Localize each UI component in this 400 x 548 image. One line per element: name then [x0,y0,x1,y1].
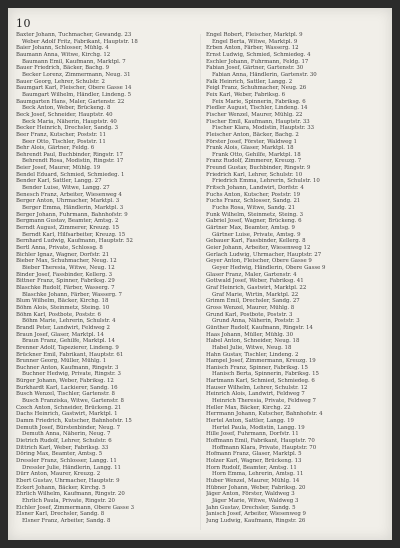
directory-entry: Jahn Gustav, Drechsler, Sandg. 5 [206,504,296,511]
directory-entry: Gärtner Max, Beamter, Amtsg. 9 [206,225,295,232]
directory-entry: Fischer Klara, Modistin, Hauptstr. 33 [212,125,315,132]
directory-entry: Bertl Anna, Private, Schlossg. 8 [16,245,103,251]
directory-entry: Beck Maria, Näherin, Hauptstr. 40 [22,118,117,125]
directory-entry: Hartmann Karl, Schmied, Schmiedeg. 6 [206,378,315,385]
directory-entry: Horn Emma, Lehrerin, Amtsg. 11 [212,471,304,478]
directory-entry: Horn Rudolf, Beamter, Amtsg. 11 [206,464,297,471]
directory-entry: Günther Rudolf, Kaufmann, Ringstr. 14 [206,324,313,331]
directory-entry: Behr Alois, Gärtner, Feldg. 6 [16,145,95,152]
directory-entry: Buchner Anton, Kaufmann, Ringstr. 3 [16,364,119,371]
directory-entry: Eichler Josef, Zimmermann, Obere Gasse 3 [16,504,135,511]
directory-entry: Gärtner Luise, Private, Amtsg. 9 [212,231,301,238]
directory-entry: Behrendt Rosa, Modistin, Ringstr. 17 [22,158,124,165]
directory-entry: Ehrlich Wilhelm, Kaufmann, Ringstr. 20 [16,491,125,498]
directory-entry: Bauer Georg, Lehrer, Schulstr. 2 [16,78,105,85]
directory-entry: Gottwald Josef, Weber, Fabriksg. 41 [206,278,304,285]
directory-entry: Hertel Paula, Modistin, Langg. 19 [212,424,305,431]
directory-entry: Busch Franziska, Witwe, Gartenstr. 8 [22,398,124,405]
directory-entry: Herrmann Johann, Kutscher, Bahnhofstr. 4 [206,411,323,418]
directory-entry: Ernst Ludwig, Schmied, Schmiedeg. 4 [206,51,311,58]
directory-entry: Graf Heinrich, Gastwirt, Marktpl. 22 [206,284,307,291]
directory-entry: Dachs Heinrich, Gastwirt, Marktpl. 1 [16,411,118,418]
directory-entry: Bendel Eduard, Schmied, Schmiedeg. 1 [16,171,125,178]
directory-entry: Gebauer Karl, Fassbinder, Kellerg. 8 [206,238,306,245]
directory-entry: Baumgart Wilhelm, Händler, Lindeng. 5 [22,91,132,98]
directory-entry: Buchner Hedwig, Private, Ringstr. 3 [22,371,121,378]
directory-entry: Engel Robert, Fleischer, Marktpl. 9 [206,32,303,38]
directory-entry: Heller Max, Bäcker, Kirchg. 22 [206,404,291,411]
directory-entry: Friedrich Emma, Lehrerin, Schulstr. 10 [212,178,320,185]
directory-entry: Bichler Ignaz, Wagner, Dorfstr. 21 [16,251,110,258]
directory-entry: Geier Johann, Arbeiter, Wiesenweg 12 [206,245,311,251]
directory-entry: Baumgarten Hans, Maler, Gartenstr. 22 [16,98,125,105]
directory-entry: Fuchs Franz, Schlosser, Sandg. 21 [206,198,301,205]
directory-entry: Bittner Franz, Spinner, Fabriksg. 29 [16,278,115,285]
directory-entry: Benesch Franz, Arbeiter, Wiesenweg 4 [16,191,122,198]
directory-entry: Berndt Karl, Hilfsarbeiter, Kreuzg. 15 [22,231,126,238]
directory-entry: Friedrich Karl, Lehrer, Schulstr. 10 [206,171,303,178]
directory-entry: Böhm Alois, Steinmetz, Steing. 10 [16,304,110,311]
directory-entry: Berger Johann, Fuhrmann, Bahnhofstr. 9 [16,211,128,218]
directory-entry: Beck Anton, Weber, Brückeng. 8 [22,105,111,112]
directory-entry: Berndt August, Zimmerer, Kreuzg. 15 [16,225,120,232]
directory-entry: Berger Anton, Uhrmacher, Marktpl. 3 [16,198,120,205]
directory-entry: Brenner Adolf, Tapezierer, Lindeng. 9 [16,344,119,351]
directory-entry: Bender Karl, Sattler, Langg. 27 [16,178,102,185]
directory-entry: Heinrich Alois, Landwirt, Feldweg 7 [206,391,305,398]
directory-entry: Braun Josef, Glaser, Marktpl. 14 [16,331,104,338]
directory-entry: Demuth Anna, Näherin, Neug. 7 [22,431,111,438]
directory-entry: Franz Rudolf, Zimmerer, Kreuzg. 7 [206,158,302,165]
directory-entry: Blum Wilhelm, Bäcker, Kirchg. 18 [16,298,109,305]
directory-entry: Baumann Emil, Kaufmann, Marktpl. 7 [22,58,126,65]
directory-entry: Baumgart Karl, Fleischer, Obere Gasse 14 [16,85,132,92]
directory-entry: Jäger Marie, Witwe, Waldweg 3 [212,497,299,504]
directory-entry: Eschler Johann, Fuhrmann, Feldg. 17 [206,58,309,65]
directory-entry: Baxter Johann, Tuchmacher, Gewandg. 23 [16,32,132,38]
directory-page [8,8,392,540]
directory-entry: Frank Alois, Glaser, Marktpl. 18 [206,145,294,152]
directory-entry: Engel Berta, Witwe, Marktpl. 9 [212,38,298,45]
directory-entry: Ebert Gustav, Uhrmacher, Hauptstr. 9 [16,477,120,484]
directory-entry: Haas Johann, Müller, Mühlg. 30 [206,331,294,338]
directory-entry: Hauser Wilhelm, Lehrer, Schulstr. 12 [206,384,308,391]
directory-entry: Blaschke Johann, Färber, Wasserg. 7 [22,291,122,298]
directory-entry: Glaser Franz, Maler, Gartenstr. 4 [206,271,297,278]
directory-entry: Dressler Franz, Schlosser, Langg. 11 [16,458,117,464]
directory-entry: Graf Marie, Wirtin, Marktpl. 22 [212,291,299,298]
directory-entry: Bergmann Gustav, Beamter, Amtsg. 2 [16,218,119,225]
directory-entry: Weber Adolf Fritz, Fabrikant, Hauptstr. 18 [22,38,138,45]
directory-entry: Elsner Karl, Drechsler, Sandg. 8 [16,511,105,518]
directory-entry: Grund Anna, Näherin, Poststr. 3 [212,318,300,325]
directory-entry: Erben Anton, Färber, Wasserg. 12 [206,45,299,52]
directory-entry: Dietrich Rudolf, Lehrer, Schulstr. 6 [16,438,112,445]
directory-entry: Hanisch Franz, Spinner, Fabriksg. 15 [206,364,308,371]
directory-entry: Förster Josef, Förster, Waldweg 1 [206,138,297,145]
directory-entry: Döring Max, Beamter, Amtsg. 5 [16,451,103,458]
directory-entry: Hahn Gustav, Tischler, Lindeng. 2 [206,351,299,358]
directory-entry: Becker Heinrich, Drechsler, Sandg. 3 [16,125,119,132]
directory-entry: Hanisch Berta, Spinnerin, Fabriksg. 15 [212,371,319,378]
directory-entry: Czech Anton, Schneider, Brückeng. 21 [16,404,122,411]
directory-entry: Dittrich Karl, Weber, Fabriksg. 33 [16,444,109,451]
directory-entry: Beer Franz, Kutscher, Poststr. 11 [16,131,107,138]
directory-entry: Hofmann Franz, Glaser, Marktpl. 5 [206,451,302,458]
directory-entry: Holzer Karl, Wagner, Brückeng. 13 [206,458,302,464]
directory-entry: Brunner Georg, Müller, Mühlg. 1 [16,358,107,365]
directory-entry: Ehrlich Paula, Private, Ringstr. 20 [22,497,115,504]
directory-entry: Fuchs Anton, Kutscher, Poststr. 19 [206,191,301,198]
directory-entry: Gabriel Josef, Wagner, Brückeng. 6 [206,218,302,225]
directory-entry: Gross Wenzel, Maurer, Mühlg. 8 [206,304,295,311]
directory-entry: Eckert Johann, Bäcker, Kirchg. 5 [16,484,106,491]
directory-entry: Hille Josef, Fuhrmann, Dorfstr. 11 [206,431,299,438]
directory-entry: Jäger Anton, Förster, Waldweg 3 [206,491,295,498]
directory-entry: Bernhard Ludwig, Kaufmann, Hauptstr. 52 [16,238,133,245]
directory-entry: Bürger Johann, Weber, Fabriksg. 12 [16,378,114,385]
directory-entry: Beer Otto, Tischler, Poststr. 11 [22,138,106,145]
directory-entry: Hampel Josef, Zimmermann, Kreuzg. 19 [206,358,316,365]
directory-entry: Böhm Karl, Postbote, Poststr. 6 [16,311,101,318]
directory-entry: Hoffmann Klara, Private, Hauptstr. 70 [212,444,317,451]
directory-entry: Fleischer Anton, Bäcker, Bachg. 2 [206,131,299,138]
directory-entry: Binder Josef, Fassbinder, Kellerg. 3 [16,271,113,278]
directory-entry: Demuth Josef, Bürstenbinder, Neug. 7 [16,424,121,431]
directory-entry: Fritsch Johann, Landwirt, Dorfstr. 4 [206,185,304,192]
directory-entry: Bender Luise, Witwe, Langg. 27 [22,185,110,192]
directory-entry: Bieber Theresia, Witwe, Neug. 12 [22,264,115,271]
directory-entry: Hoffmann Emil, Fabrikant, Hauptstr. 70 [206,438,315,445]
directory-entry: Blaschke Rudolf, Färber, Wasserg. 7 [16,284,115,291]
directory-entry: Habel Julie, Witwe, Neug. 18 [212,344,292,351]
directory-entry: Geyer Anton, Fleischer, Obere Gasse 9 [206,258,312,265]
directory-column-left [16,32,192,532]
directory-entry: Behrendt Paul, Buchbinder, Ringstr. 17 [16,151,123,158]
directory-entry: Fabian Anna, Händlerin, Gartenstr. 30 [212,71,317,78]
directory-entry: Baumann Anna, Witwe, Kirchg. 12 [16,51,111,58]
directory-entry: Böhm Marie, Lehrerin, Schulstr. 4 [22,318,116,325]
directory-entry: Gerlach Ludwig, Uhrmacher, Hauptstr. 27 [206,251,322,258]
directory-entry: Braun Franz, Gehilfe, Marktpl. 14 [22,338,115,345]
directory-entry: Feix Karl, Weber, Fabriksg. 6 [206,91,286,98]
directory-entry: Freund Gustav, Buchbinder, Ringstr. 9 [206,165,311,172]
directory-entry: Burkhardt Karl, Lackierer, Sandg. 16 [16,384,118,391]
directory-entry: Janisch Josef, Arbeiter, Wiesenweg 9 [206,511,306,518]
directory-entry: Beier Josef, Maurer, Mühlg. 19 [16,165,101,172]
directory-entry: Bauer Friedrich, Bäcker, Bachg. 9 [16,65,110,72]
directory-entry: Huber Wenzel, Maurer, Mühlg. 14 [206,477,300,484]
directory-entry: Becker Lorenz, Zimmermann, Neug. 31 [22,71,131,78]
directory-entry: Dressler Julie, Händlerin, Langg. 11 [22,464,121,471]
directory-entry: Busch Wenzel, Tischler, Gartenstr. 8 [16,391,115,398]
directory-entry: Elsner Franz, Arbeiter, Sandg. 8 [22,517,111,524]
directory-entry: Feigl Franz, Schuhmacher, Neug. 26 [206,85,307,92]
directory-entry: Hertel Anton, Sattler, Langg. 19 [206,418,294,425]
directory-entry: Grimm Emil, Drechsler, Sandg. 27 [206,298,300,305]
directory-column-right [206,32,382,532]
directory-entry: Habel Anton, Schneider, Neug. 18 [206,338,300,345]
directory-entry: Brandl Peter, Landwirt, Feldweg 2 [16,324,110,331]
directory-entry: Fiedler August, Tischler, Lindeng. 14 [206,105,308,112]
directory-entry: Falk Heinrich, Sattler, Langg. 2 [206,78,293,85]
directory-entry: Grund Karl, Postbote, Poststr. 3 [206,311,293,318]
directory-entry: Jung Ludwig, Kaufmann, Ringstr. 26 [206,517,306,524]
directory-entry: Fischer Emil, Kaufmann, Hauptstr. 33 [206,118,310,125]
directory-entry: Feix Marie, Spinnerin, Fabriksg. 6 [212,98,306,105]
directory-entry: Beck Josef, Schneider, Hauptstr. 40 [16,111,113,118]
directory-entry: Baier Johann, Schlosser, Mühlg. 4 [16,45,109,52]
directory-entry: Bieber Max, Schuhmacher, Neug. 12 [16,258,117,265]
directory-entry: Damm Friedrich, Kutscher, Bahnhofstr. 15 [16,418,132,425]
page-number: 10 [16,17,31,30]
directory-entry: Dürr Anton, Maurer, Kreuzg. 2 [16,471,101,478]
directory-entry: Fuchs Rosa, Witwe, Sandg. 21 [212,205,296,212]
directory-entry: Frank Otto, Gehilfe, Marktpl. 18 [212,151,301,158]
column-gutter [200,34,201,530]
directory-entry: Fabian Josef, Gärtner, Gartenstr. 30 [206,65,304,72]
directory-entry: Hübner Johann, Weber, Fabriksg. 20 [206,484,306,491]
directory-entry: Fischer Wenzel, Maurer, Mühlg. 22 [206,111,303,118]
directory-entry: Funk Wilhelm, Steinmetz, Steing. 3 [206,211,304,218]
directory-entry: Brückner Emil, Fabrikant, Hauptstr. 61 [16,351,124,358]
directory-entry: Geyer Hedwig, Händlerin, Obere Gasse 9 [212,264,326,271]
directory-entry: Berger Emma, Händlerin, Marktpl. 3 [22,205,124,212]
directory-entry: Heinrich Theresia, Private, Feldweg 7 [212,398,316,405]
